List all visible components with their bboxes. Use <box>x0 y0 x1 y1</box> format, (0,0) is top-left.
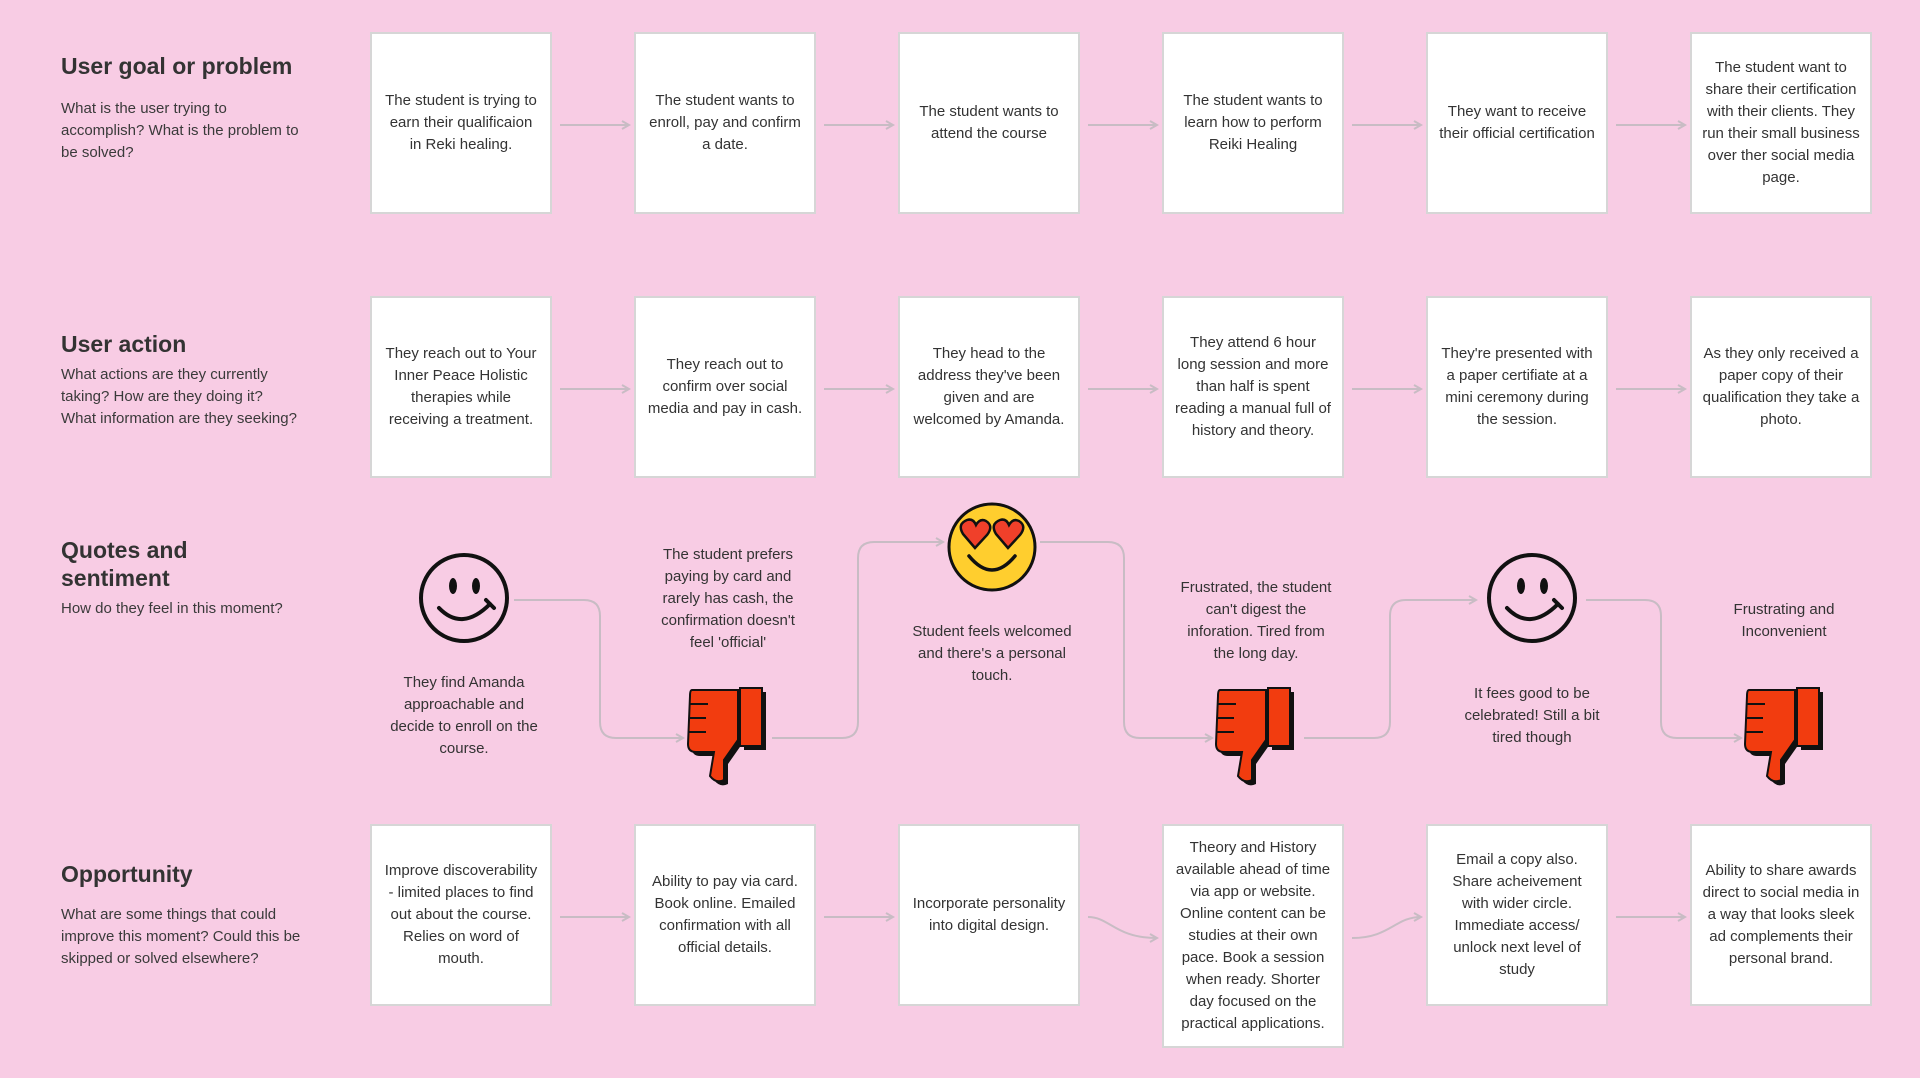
smiley-face-icon <box>1484 550 1580 646</box>
row-action-title: User action <box>61 331 187 357</box>
row-goal-title: User goal or problem <box>61 53 293 79</box>
thumbs-down-icon <box>686 686 772 790</box>
row-opportunity-description: What are some things that could improve this moment? Could this be skipped or solved elsewhere? <box>61 906 301 967</box>
opportunity-card-6: Ability to share awards direct to social media in a way that looks sleek ad complements their personal brand. <box>1690 824 1872 1006</box>
opportunity-card-2: Ability to pay via card. Book online. Emailed confirmation with all official details. <box>634 824 816 1006</box>
sentiment-text-5: It fees good to be celebrated! Still a bit tired though <box>1464 685 1600 746</box>
thumbs-down-icon <box>1214 686 1300 790</box>
action-card-2: They reach out to confirm over social media and pay in cash. <box>634 296 816 478</box>
row-sentiment-description: How do they feel in this moment? <box>61 600 283 617</box>
sentiment-text-4: Frustrated, the student can't digest the inforation. Tired from the long day. <box>1180 579 1332 662</box>
thumbs-down-icon <box>1743 686 1829 790</box>
goal-card-2: The student wants to enroll, pay and confirm a date. <box>634 32 816 214</box>
goal-card-5: They want to receive their official certification <box>1426 32 1608 214</box>
opportunity-card-4: Theory and History available ahead of time via app or website. Online content can be studies at their own pace. Book a session when ready. Shorter day focused on the practical applications. <box>1162 824 1344 1048</box>
action-card-1: They reach out to Your Inner Peace Holistic therapies while receiving a treatment. <box>370 296 552 478</box>
opportunity-arrow-4 <box>1352 917 1421 938</box>
opportunity-arrow-3 <box>1088 917 1157 938</box>
sentiment-text-6: Frustrating and Inconvenient <box>1733 601 1835 640</box>
smiley-face-icon <box>416 550 512 646</box>
row-action-description: What actions are they currently taking? How are they doing it? What information are they seeking? <box>61 366 297 427</box>
action-card-3: They head to the address they've been given and are welcomed by Amanda. <box>898 296 1080 478</box>
goal-card-1: The student is trying to earn their qualificaion in Reki healing. <box>370 32 552 214</box>
sentiment-text-2: The student prefers paying by card and rarely has cash, the confirmation doesn't feel 'official' <box>661 546 795 651</box>
action-card-4: They attend 6 hour long session and more than half is spent reading a manual full of history and theory. <box>1162 296 1344 478</box>
opportunity-card-1: Improve discoverability - limited places to find out about the course. Relies on word of mouth. <box>370 824 552 1006</box>
action-card-6: As they only received a paper copy of their qualification they take a photo. <box>1690 296 1872 478</box>
sentiment-text-3: Student feels welcomed and there's a personal touch. <box>912 623 1072 684</box>
heart-eyes-emoji-icon <box>945 500 1039 594</box>
row-opportunity-title: Opportunity <box>61 861 193 887</box>
sentiment-text-1: They find Amanda approachable and decide to enroll on the course. <box>390 674 538 757</box>
opportunity-card-5: Email a copy also. Share acheivement with wider circle. Immediate access/ unlock next level of study <box>1426 824 1608 1006</box>
row-sentiment-title: Quotes and sentiment <box>61 537 188 591</box>
goal-card-4: The student wants to learn how to perform Reiki Healing <box>1162 32 1344 214</box>
action-card-5: They're presented with a paper certifiate at a mini ceremony during the session. <box>1426 296 1608 478</box>
row-goal-description: What is the user trying to accomplish? What is the problem to be solved? <box>61 100 299 161</box>
opportunity-card-3: Incorporate personality into digital design. <box>898 824 1080 1006</box>
goal-card-3: The student wants to attend the course <box>898 32 1080 214</box>
goal-card-6: The student want to share their certification with their clients. They run their small business over ther social media page. <box>1690 32 1872 214</box>
